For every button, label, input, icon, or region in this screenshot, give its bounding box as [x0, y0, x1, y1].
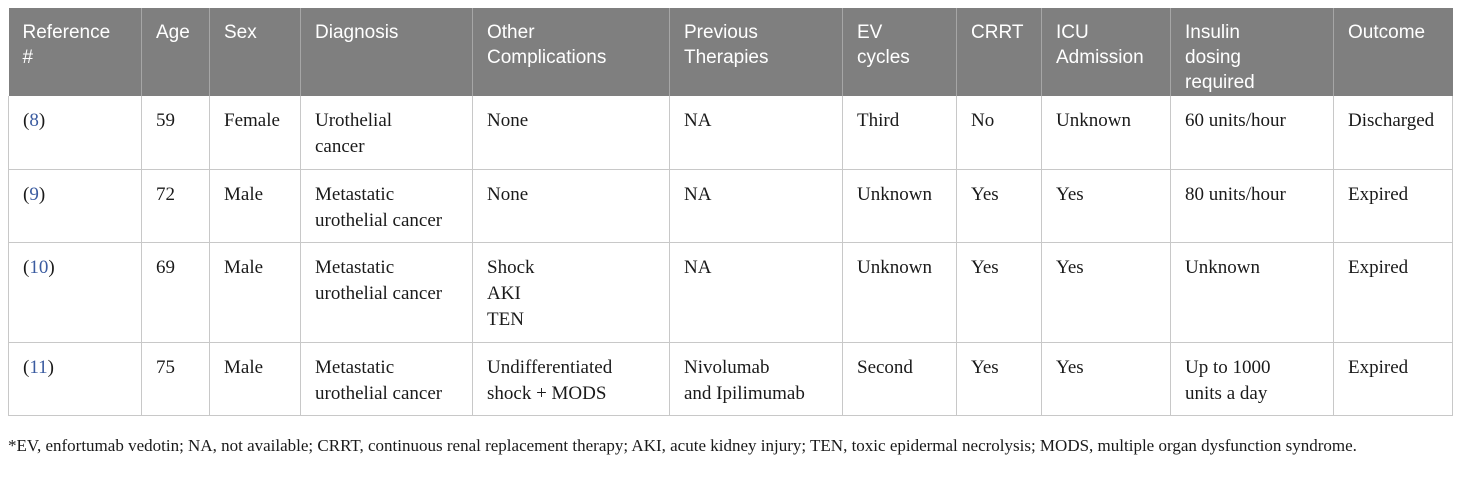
therapies-cell: Nivolumab and Ipilimumab	[670, 342, 843, 415]
header-icu-admission: ICU Admission	[1042, 8, 1171, 96]
header-sex: Sex	[210, 8, 301, 96]
insulin-cell: 80 units/hour	[1171, 169, 1334, 242]
reference-cell: (11)	[9, 342, 142, 415]
table-row	[9, 342, 1453, 415]
sex-cell: Male	[210, 169, 301, 242]
header-age: Age	[142, 8, 210, 96]
reference-cell: (10)	[9, 242, 142, 342]
insulin-cell: Up to 1000 units a day	[1171, 342, 1334, 415]
icu-cell: Unknown	[1042, 96, 1171, 169]
table-row	[9, 242, 1453, 342]
reference-link[interactable]: 8	[29, 110, 39, 131]
therapies-cell: NA	[670, 169, 843, 242]
case-table-container	[8, 8, 1452, 416]
header-reference: Reference #	[9, 8, 142, 96]
insulin-cell: Unknown	[1171, 242, 1334, 342]
ev-cycles-cell: Third	[843, 96, 957, 169]
case-report-table	[8, 8, 1453, 416]
outcome-cell: Expired	[1334, 169, 1453, 242]
reference-link[interactable]: 9	[29, 183, 39, 205]
insulin-cell: 60 units/hour	[1171, 96, 1334, 169]
diagnosis-cell: Metastatic urothelial cancer	[301, 242, 473, 342]
table-footnote: *EV, enfortumab vedotin; NA, not available; CRRT, continuous renal replacement therapy; AKI, acute kidney injury; TEN, toxic epidermal necrolysis; MODS, multiple organ dysfunction syndrome.	[8, 436, 1357, 455]
reference-cell: (8)	[9, 96, 142, 169]
outcome-cell: Discharged	[1334, 96, 1453, 169]
crrt-cell: Yes	[957, 342, 1042, 415]
complications-cell: None	[473, 96, 670, 169]
icu-cell: Yes	[1042, 342, 1171, 415]
age-cell: 59	[142, 96, 210, 169]
reference-cell: (9)	[9, 169, 142, 242]
ev-cycles-cell: Second	[843, 342, 957, 415]
reference-link[interactable]: 11	[29, 356, 48, 378]
crrt-cell: Yes	[957, 169, 1042, 242]
sex-cell: Female	[210, 96, 301, 169]
diagnosis-cell: Metastatic urothelial cancer	[301, 342, 473, 415]
table-row	[9, 96, 1453, 169]
outcome-cell: Expired	[1334, 342, 1453, 415]
age-cell: 69	[142, 242, 210, 342]
diagnosis-cell: Metastatic urothelial cancer	[301, 169, 473, 242]
header-previous-therapies: Previous Therapies	[670, 8, 843, 96]
complications-cell: None	[473, 169, 670, 242]
icu-cell: Yes	[1042, 242, 1171, 342]
header-row	[9, 8, 1453, 96]
therapies-cell: NA	[670, 242, 843, 342]
reference-link[interactable]: 10	[29, 256, 49, 278]
complications-cell: Undifferentiated shock + MODS	[473, 342, 670, 415]
header-crrt: CRRT	[957, 8, 1042, 96]
ev-cycles-cell: Unknown	[843, 169, 957, 242]
diagnosis-cell: Urothelial cancer	[301, 96, 473, 169]
table-row	[9, 169, 1453, 242]
therapies-cell: NA	[670, 96, 843, 169]
crrt-cell: Yes	[957, 242, 1042, 342]
header-insulin-dosing: Insulin dosing required	[1171, 8, 1334, 96]
age-cell: 75	[142, 342, 210, 415]
sex-cell: Male	[210, 242, 301, 342]
sex-cell: Male	[210, 342, 301, 415]
outcome-cell: Expired	[1334, 242, 1453, 342]
header-diagnosis: Diagnosis	[301, 8, 473, 96]
complications-cell: Shock AKI TEN	[473, 242, 670, 342]
crrt-cell: No	[957, 96, 1042, 169]
header-outcome: Outcome	[1334, 8, 1453, 96]
age-cell: 72	[142, 169, 210, 242]
icu-cell: Yes	[1042, 169, 1171, 242]
header-ev-cycles: EV cycles	[843, 8, 957, 96]
ev-cycles-cell: Unknown	[843, 242, 957, 342]
header-other-complications: Other Complications	[473, 8, 670, 96]
